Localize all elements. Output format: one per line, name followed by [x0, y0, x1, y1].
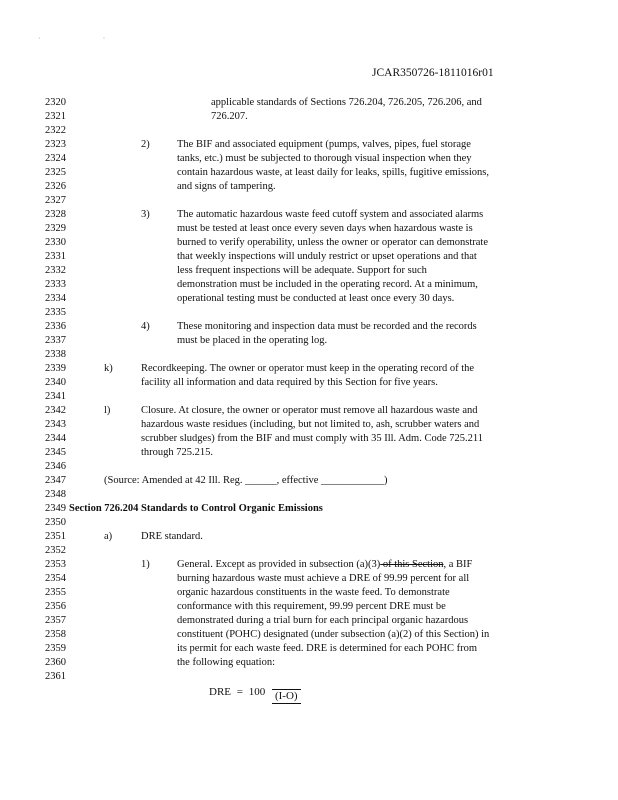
text-line: facility all information and data required by this Section for five years.	[141, 377, 438, 388]
source-note: (Source: Amended at 42 Ill. Reg. ______, effective ____________)	[104, 475, 388, 486]
line-number: 2356	[45, 601, 66, 612]
line-number: 2354	[45, 573, 66, 584]
line-number: 2358	[45, 629, 66, 640]
line-number: 2341	[45, 391, 66, 402]
text-line: DRE standard.	[141, 531, 203, 542]
text-line: burning hazardous waste must achieve a DRE of 99.99 percent for all	[177, 573, 470, 584]
text-line: demonstrated during a trial burn for each principal organic hazardous	[177, 615, 469, 626]
line-number: 2355	[45, 587, 66, 598]
text-line: must be tested at least once every seven days when hazardous waste is	[177, 223, 473, 234]
line-number: 2352	[45, 545, 66, 556]
text-line: demonstration must be included in the operating record. At a minimum,	[177, 279, 478, 290]
equation-lhs: DRE	[209, 686, 231, 698]
line-number: 2340	[45, 377, 66, 388]
line-number: 2343	[45, 419, 66, 430]
line-number: 2361	[45, 671, 66, 682]
line-number: 2335	[45, 307, 66, 318]
line-number: 2359	[45, 643, 66, 654]
line-number: 2321	[45, 111, 66, 122]
line-number: 2342	[45, 405, 66, 416]
list-marker: l)	[104, 405, 111, 416]
line-number: 2338	[45, 349, 66, 360]
line-number: 2347	[45, 475, 66, 486]
list-marker: 2)	[141, 139, 150, 150]
line-number: 2320	[45, 97, 66, 108]
equation-equals: =	[236, 686, 243, 698]
equation-coefficient: 100	[248, 686, 266, 698]
dre-equation	[209, 685, 301, 700]
list-marker: 1)	[141, 559, 150, 570]
line-number: 2337	[45, 335, 66, 346]
line-number: 2360	[45, 657, 66, 668]
equation-numerator: (I-O)	[272, 689, 301, 704]
line-number: 2346	[45, 461, 66, 472]
line-number: 2339	[45, 363, 66, 374]
text-line: the following equation:	[177, 657, 275, 668]
text-line: 726.207.	[211, 111, 248, 122]
document-id: JCAR350726-1811016r01	[372, 67, 494, 79]
text-line: operational testing must be conducted at least once every 30 days.	[177, 293, 455, 304]
line-number: 2345	[45, 447, 66, 458]
line-number: 2327	[45, 195, 66, 206]
struck-text: of this Section	[380, 559, 444, 570]
text-line: hazardous waste residues (including, but not limited to, ash, scrubber waters and	[141, 419, 480, 430]
text-line: These monitoring and inspection data must be recorded and the records	[177, 321, 477, 332]
line-number: 2333	[45, 279, 66, 290]
line-number: 2349	[45, 503, 66, 514]
text-line: burned to verify operability, unless the owner or operator can demonstrate	[177, 237, 489, 248]
line-number: 2334	[45, 293, 66, 304]
text-line: constituent (POHC) designated (under subsection (a)(2) of this Section) in	[177, 629, 490, 640]
text-fragment: , a BIF	[443, 559, 473, 570]
text-line: contain hazardous waste, at least daily for leaks, spills, fugitive emissions,	[177, 167, 490, 178]
line-number: 2348	[45, 489, 66, 500]
text-line	[177, 558, 472, 572]
line-number: 2330	[45, 237, 66, 248]
line-number: 2325	[45, 167, 66, 178]
text-line: through 725.215.	[141, 447, 214, 458]
list-marker: a)	[104, 531, 113, 542]
text-fragment: General. Except as provided in subsection (a)(3)	[177, 559, 381, 570]
line-number: 2324	[45, 153, 66, 164]
line-number: 2353	[45, 559, 66, 570]
text-line: less frequent inspections will be adequate. Support for such	[177, 265, 427, 276]
text-line: that weekly inspections will unduly restrict or upset operations and that	[177, 251, 477, 262]
section-heading: Section 726.204 Standards to Control Organic Emissions	[69, 503, 323, 514]
text-line: tanks, etc.) must be subjected to thorough visual inspection when they	[177, 153, 472, 164]
text-line: its permit for each waste feed. DRE is determined for each POHC from	[177, 643, 478, 654]
line-number: 2344	[45, 433, 66, 444]
list-marker: k)	[104, 363, 113, 374]
text-line: Closure. At closure, the owner or operator must remove all hazardous waste and	[141, 405, 478, 416]
list-marker: 3)	[141, 209, 150, 220]
line-number: 2329	[45, 223, 66, 234]
scan-artifact-dots: · ·	[38, 34, 136, 43]
line-number: 2351	[45, 531, 66, 542]
line-number: 2326	[45, 181, 66, 192]
line-number: 2332	[45, 265, 66, 276]
line-number: 2350	[45, 517, 66, 528]
line-number: 2322	[45, 125, 66, 136]
text-line: Recordkeeping. The owner or operator must keep in the operating record of the	[141, 363, 475, 374]
line-number: 2357	[45, 615, 66, 626]
line-number: 2328	[45, 209, 66, 220]
text-line: The automatic hazardous waste feed cutoff system and associated alarms	[177, 209, 484, 220]
text-line: and signs of tampering.	[177, 181, 276, 192]
line-number: 2331	[45, 251, 66, 262]
list-marker: 4)	[141, 321, 150, 332]
text-line: applicable standards of Sections 726.204, 726.205, 726.206, and	[211, 97, 482, 108]
line-number: 2323	[45, 139, 66, 150]
text-line: scrubber sludges) from the BIF and must comply with 35 Ill. Adm. Code 725.211	[141, 433, 483, 444]
text-line: The BIF and associated equipment (pumps, valves, pipes, fuel storage	[177, 139, 471, 150]
text-line: conformance with this requirement, 99.99 percent DRE must be	[177, 601, 446, 612]
text-line: must be placed in the operating log.	[177, 335, 328, 346]
line-number: 2336	[45, 321, 66, 332]
text-line: organic hazardous constituents in the waste feed. To demonstrate	[177, 587, 450, 598]
